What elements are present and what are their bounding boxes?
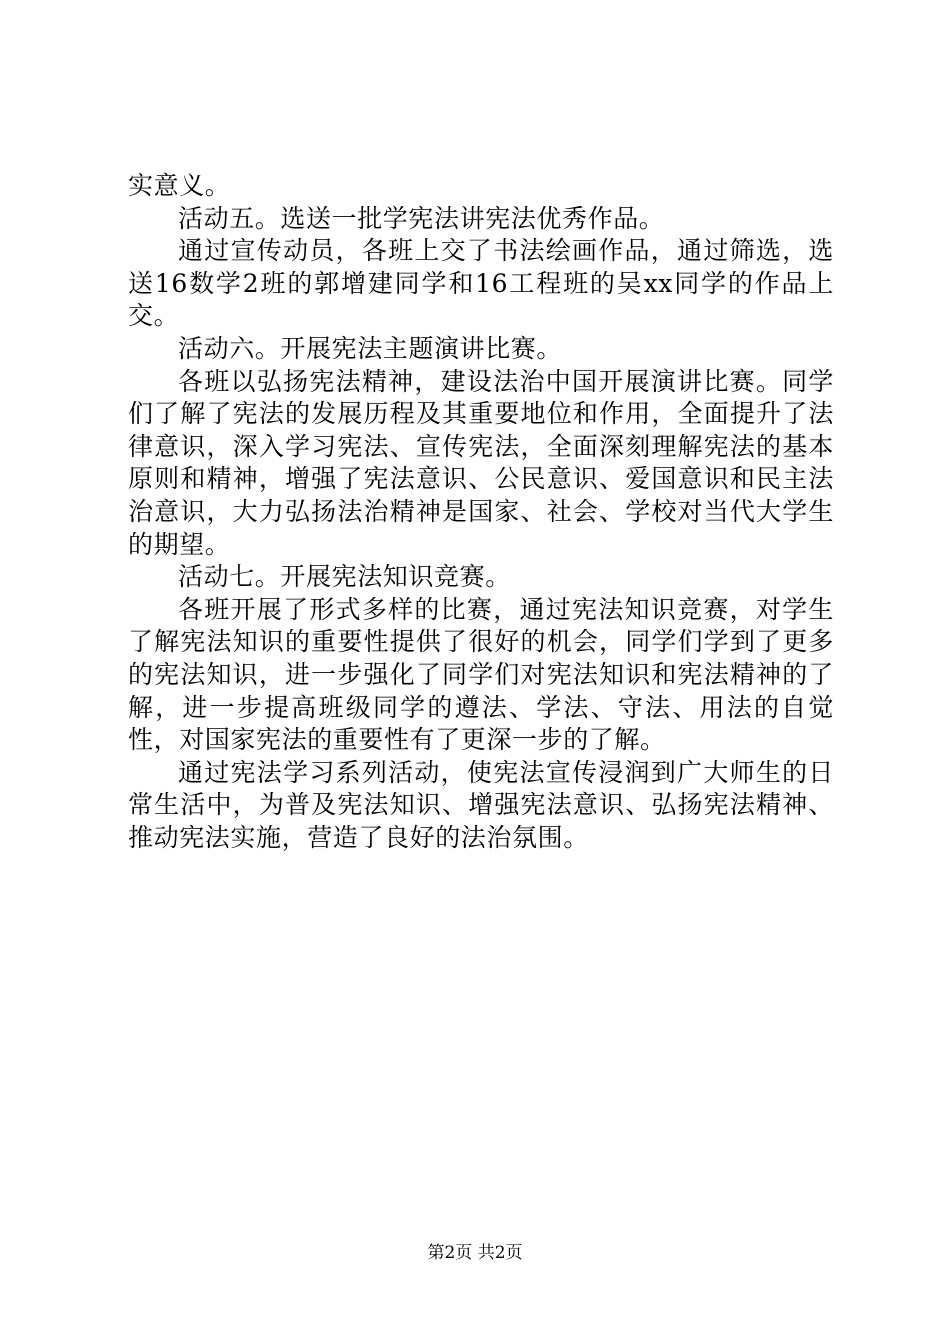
paragraph-activity-6-heading: 活动六。开展宪法主题演讲比赛。	[178, 333, 563, 363]
paragraph-conclusion: 通过宪法学习系列活动，使宪法宣传浸润到广大师生的日常生活中，为普及宪法知识、增强宪法意识、弘扬宪法精神、推动宪法实施，营造了良好的法治氛围。	[128, 757, 834, 852]
document-body	[128, 170, 834, 854]
paragraph-activity-7-body: 各班开展了形式多样的比赛，通过宪法知识竞赛，对学生了解宪法知识的重要性提供了很好的机会，同学们学到了更多的宪法知识，进一步强化了同学们对宪法知识和宪法精神的了解，进一步提高班级同学的遵法、学法、守法、用法的自觉性，对国家宪法的重要性有了更深一步的了解。	[128, 594, 834, 755]
paragraph-activity-6-body: 各班以弘扬宪法精神，建设法治中国开展演讲比赛。同学们了解了宪法的发展历程及其重要地位和作用，全面提升了法律意识，深入学习宪法、宣传宪法，全面深刻理解宪法的基本原则和精神，增强了宪法意识、公民意识、爱国意识和民主法治意识，大力弘扬法治精神是国家、社会、学校对当代大学生的期望。	[128, 366, 834, 559]
paragraph-continuation: 实意义。	[128, 171, 231, 200]
paragraph-activity-7-heading: 活动七。开展宪法知识竞赛。	[178, 562, 511, 592]
paragraph-activity-5-body: 通过宣传动员，各班上交了书法绘画作品，通过筛选，选送16数学2班的郭增建同学和16工程班的吴xx同学的作品上交。	[128, 236, 834, 331]
paragraph-activity-5-heading: 活动五。选送一批学宪法讲宪法优秀作品。	[178, 203, 665, 233]
page-number-footer: 第2页 共2页	[427, 1243, 523, 1263]
